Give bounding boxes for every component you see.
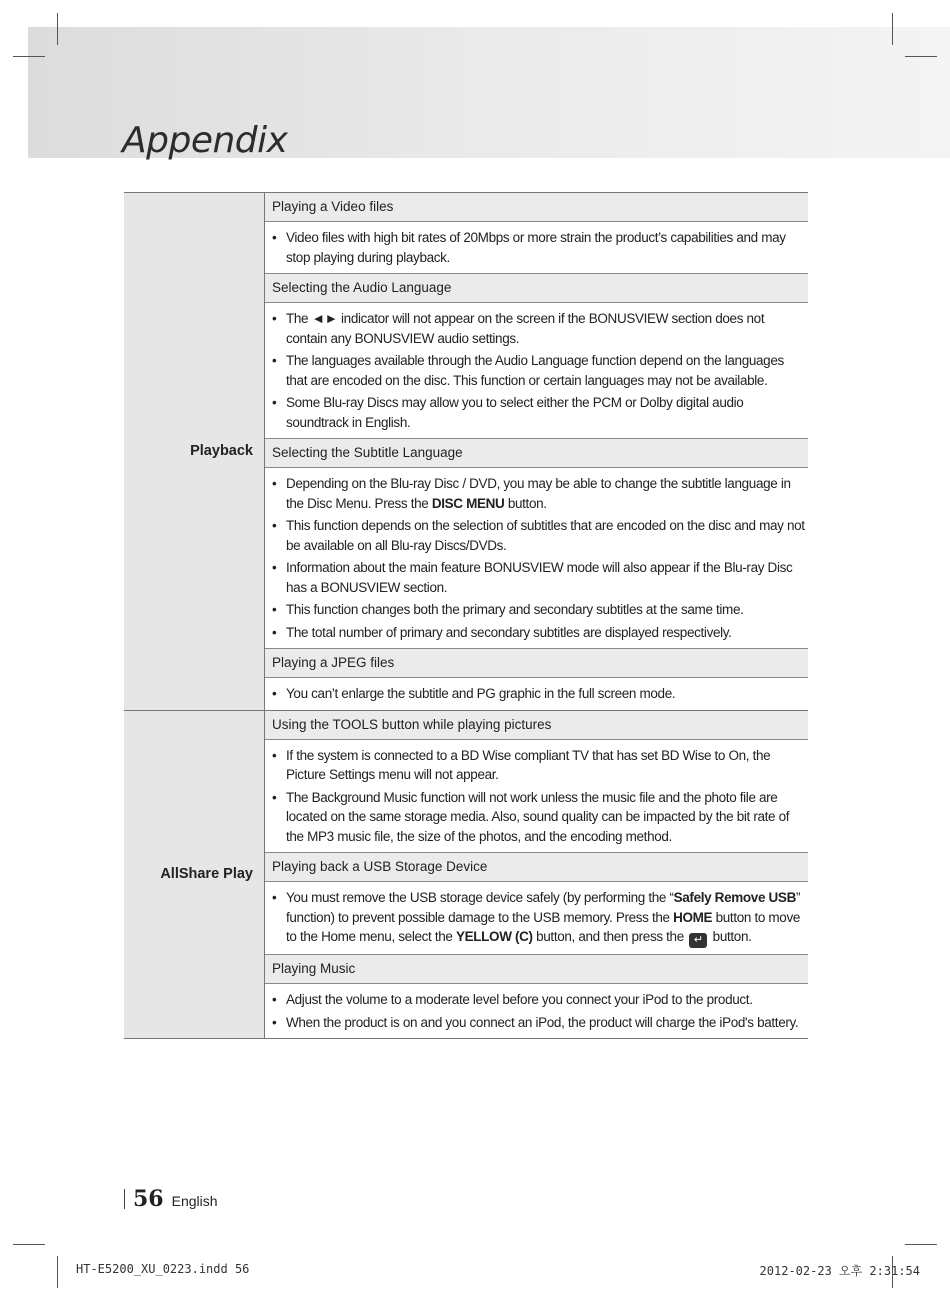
list-item [272,746,806,785]
section-label: AllShare Play [124,711,265,1039]
crop-mark [905,1244,937,1245]
text-run: The languages available through the Audio Language function depend on the languages that are encoded on the disc. This function or certain languages may not be available. [286,353,784,388]
list-item [272,600,806,620]
subsection-heading: Playing Music [265,954,808,984]
subsection-heading: Selecting the Audio Language [265,273,808,303]
crop-mark [13,1244,45,1245]
text-run: ” function) to prevent possible damage to the USB memory. Press the [286,890,801,925]
section-label: Playback [124,193,265,710]
print-file-info: HT-E5200_XU_0223.indd 56 [76,1262,250,1276]
list-item [272,516,806,555]
page-language: English [171,1193,218,1209]
bullet-list [265,303,808,438]
section-row [124,710,808,1039]
bold-term: HOME [673,909,713,925]
text-run: You can’t enlarge the subtitle and PG graphic in the full screen mode. [286,686,676,701]
list-item [272,558,806,597]
appendix-table [124,192,808,1039]
text-run: This function changes both the primary and secondary subtitles at the same time. [286,602,744,617]
subsection-heading: Using the TOOLS button while playing pictures [265,711,808,740]
text-run: button, and then press the [532,929,688,944]
crop-mark [892,13,893,45]
list-item [272,684,806,704]
print-date-info: 2012-02-23 오후 2:31:54 [759,1264,920,1278]
text-run: You must remove the USB storage device safely (by performing the “ [286,890,674,905]
text-run: This function depends on the selection of subtitles that are encoded on the disc and may not be available on all Blu-ray Discs/DVDs. [286,518,805,553]
crop-mark [13,56,45,57]
bullet-list [265,984,808,1038]
enter-icon: ↵ [689,933,707,948]
bullet-list [265,882,808,954]
list-item [272,228,806,267]
text-run: If the system is connected to a BD Wise compliant TV that has set BD Wise to On, the Picture Settings menu will not appear. [286,747,771,782]
text-run: Video files with high bit rates of 20Mbps or more strain the product’s capabilities and may stop playing during playback. [286,230,786,265]
list-item [272,351,806,390]
text-run: When the product is on and you connect an iPod, the product will charge the iPod's battery. [286,1014,799,1030]
list-item [272,474,806,513]
text-run: The Background Music function will not work unless the music file and the photo file are located on the same storage media. Also, sound quality can be impacted by the bit rate of the MP3 music file, the size of the photos, and the encoding method. [286,789,790,844]
text-run: button to move to the Home menu, select the [286,909,801,944]
bold-term: DISC MENU [431,495,505,511]
crop-mark [57,1256,58,1288]
bullet-list [265,740,808,853]
text-run: The total number of primary and secondary subtitles are displayed respectively. [286,624,732,640]
bullet-list [265,678,808,710]
section-body [265,711,808,1039]
list-item [272,990,806,1010]
subsection-heading: Selecting the Subtitle Language [265,438,808,468]
text-run: Adjust the volume to a moderate level before you connect your iPod to the product. [286,992,753,1007]
section-row [124,193,808,710]
page-number: 56 [133,1186,164,1212]
section-body [265,193,808,710]
text-run: Depending on the Blu-ray Disc / DVD, you may be able to change the subtitle language in the Disc Menu. Press the [286,476,791,511]
crop-mark [905,56,937,57]
text-run: Some Blu-ray Discs may allow you to select either the PCM or Dolby digital audio soundtrack in English. [286,395,744,430]
page-title: Appendix [122,120,288,161]
footer-divider [124,1189,125,1209]
subsection-heading: Playing a JPEG files [265,648,808,678]
list-item [272,888,806,948]
text-run: button. [504,495,547,511]
list-item [272,393,806,432]
bold-term: YELLOW (C) [455,929,533,944]
bullet-list [265,468,808,648]
list-item [272,309,806,348]
list-item [272,788,806,847]
crop-mark [57,13,58,45]
subsection-heading: Playing back a USB Storage Device [265,852,808,882]
list-item [272,623,806,643]
text-run: Information about the main feature BONUSVIEW mode will also appear if the Blu-ray Disc has a BONUSVIEW section. [286,560,793,595]
text-run: button. [709,929,752,944]
bullet-list [265,222,808,273]
list-item [272,1013,806,1033]
page-footer [124,1186,218,1212]
text-run: The ◄► indicator will not appear on the screen if the BONUSVIEW section does not contain any BONUSVIEW audio settings. [286,311,765,346]
bold-term: Safely Remove USB [673,890,796,905]
subsection-heading: Playing a Video files [265,193,808,222]
